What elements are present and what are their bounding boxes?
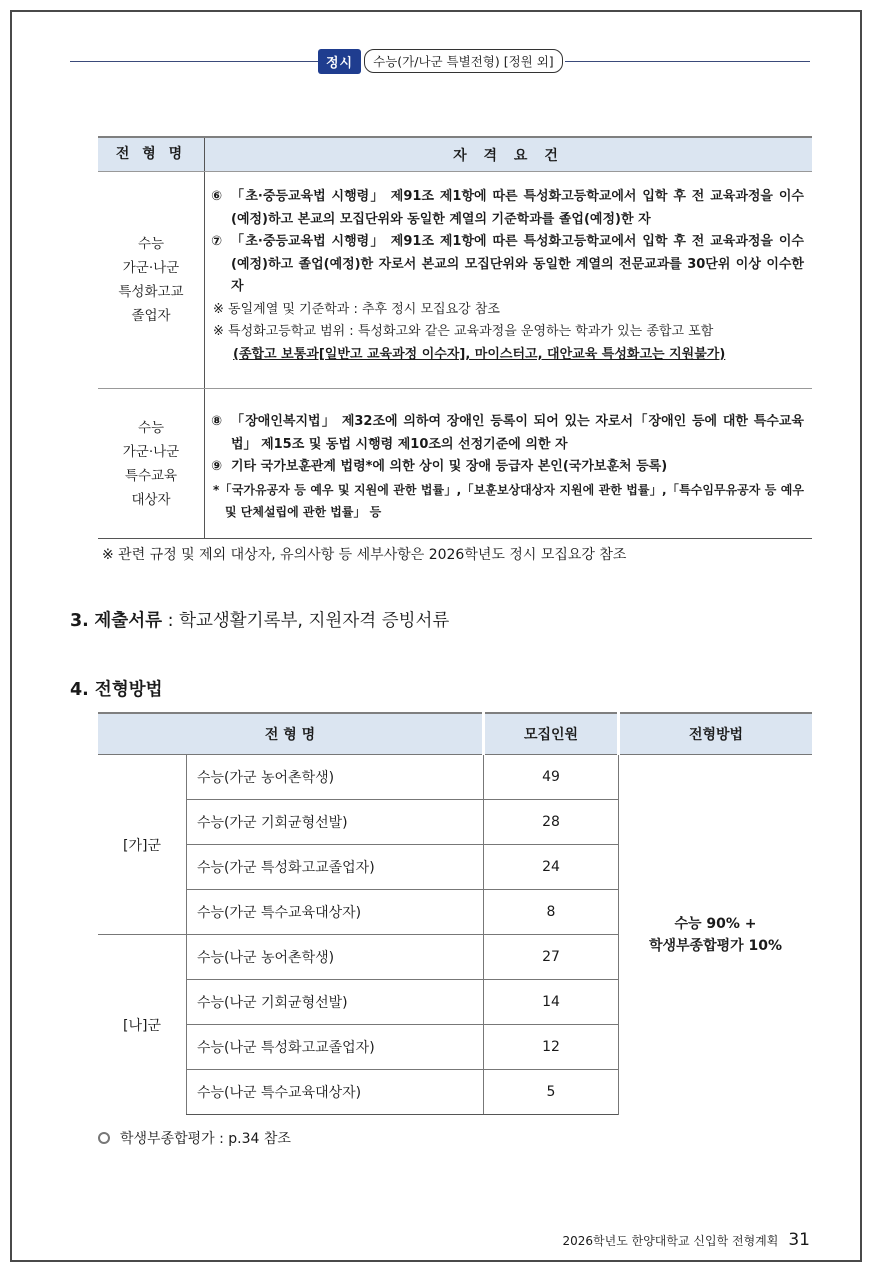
header-rule-right (565, 61, 810, 62)
requirement-item (211, 456, 804, 479)
name-line: 대상자 (131, 492, 171, 508)
name-line: 가군·나군 (122, 260, 180, 276)
name-line: 특성화고교 (118, 284, 184, 300)
quota: 8 (484, 890, 619, 935)
method-line: 학생부종합평가 10% (648, 937, 783, 954)
qual-row-name (98, 389, 205, 539)
note-line: ※ 특성화고등학교 범위 : 특성화고와 같은 교육과정을 운영하는 학과가 있는 종합고 포함 (213, 324, 714, 339)
footer-text: 2026학년도 한양대학교 신입학 전형계획 (562, 1234, 779, 1248)
qualification-table (98, 136, 812, 539)
item-number: ⑥ (211, 189, 223, 204)
quota: 12 (484, 1025, 619, 1070)
name-line: 특수교육 (124, 468, 178, 484)
item-number: ⑦ (211, 234, 223, 249)
section-number: 3. (70, 611, 89, 631)
qual-row-requirements (205, 389, 812, 539)
selection-method (619, 755, 813, 1115)
col-admission-name: 전 형 명 (98, 713, 484, 755)
admission-name: 수능(나군 특수교육대상자) (187, 1070, 484, 1115)
name-line: 가군·나군 (122, 444, 180, 460)
section-title: 제출서류 (94, 611, 163, 631)
group-label: [가]군 (98, 755, 187, 935)
method-table (98, 712, 812, 1115)
item-text: 기타 국가보훈관계 법령*에 의한 상이 및 장애 등급자 본인(국가보훈처 등록) (231, 459, 668, 474)
name-line: 졸업자 (131, 308, 171, 324)
quota: 14 (484, 980, 619, 1025)
bottom-note (98, 1128, 291, 1148)
admission-name: 수능(가군 농어촌학생) (187, 755, 484, 800)
requirement-item (211, 186, 804, 231)
quota: 27 (484, 935, 619, 980)
requirement-item (211, 231, 804, 299)
item-text: 「초·중등교육법 시행령」 제91조 제1항에 따른 특성화고등학교에서 입학 후 전 교육과정을 이수(예정)하고 본교의 모집단위와 동일한 계열의 기준학과를 졸업(예정)한 자 (231, 189, 804, 227)
admission-name: 수능(나군 기회균형선발) (187, 980, 484, 1025)
method-line: 수능 90% + (674, 915, 757, 932)
admission-name: 수능(나군 특성화고교졸업자) (187, 1025, 484, 1070)
section-4-heading (70, 676, 163, 701)
admission-name: 수능(가군 기회균형선발) (187, 800, 484, 845)
item-text: 「초·중등교육법 시행령」 제91조 제1항에 따른 특성화고등학교에서 입학 후 전 교육과정을 이수(예정)하고 졸업(예정)한 자로서 본교의 모집단위와 동일한 계열의 전문교과를 30단위 이상 이수한 자 (231, 234, 804, 294)
method-table-header (98, 713, 812, 755)
group-label: [나]군 (98, 935, 187, 1115)
admission-name: 수능(나군 농어촌학생) (187, 935, 484, 980)
bottom-note-text: 학생부종합평가 : p.34 참조 (120, 1131, 291, 1147)
quota: 49 (484, 755, 619, 800)
qualification-table-header (98, 138, 812, 171)
item-number: ⑧ (211, 414, 223, 429)
col-method: 전형방법 (619, 713, 813, 755)
admission-name: 수능(가군 특성화고교졸업자) (187, 845, 484, 890)
requirement-item (211, 411, 804, 456)
item-text: 「장애인복지법」 제32조에 의하여 장애인 등록이 되어 있는 자로서「장애인 등에 대한 특수교육법」 제15조 및 동법 시행령 제10조의 선정기준에 의한 자 (231, 414, 804, 452)
section-header-tag (318, 50, 563, 72)
section-text: 학교생활기록부, 지원자격 증빙서류 (179, 611, 450, 631)
section-separator: : (162, 611, 180, 631)
col-requirements: 자 격 요 건 (453, 147, 564, 164)
section-title: 전형방법 (94, 680, 163, 700)
reference-note: ※ 관련 규정 및 제외 대상자, 유의사항 등 세부사항은 2026학년도 정시 모집요강 참조 (102, 547, 627, 563)
quota: 24 (484, 845, 619, 890)
section-number: 4. (70, 680, 89, 700)
qual-row-vocational (98, 171, 812, 388)
admission-name: 수능(가군 특수교육대상자) (187, 890, 484, 935)
quota: 5 (484, 1070, 619, 1115)
qual-row-requirements (205, 172, 812, 388)
qualification-table-bottom-rule (98, 538, 812, 539)
note-line: ※ 동일계열 및 기준학과 : 추후 정시 모집요강 참조 (213, 301, 500, 317)
name-line: 수능 (137, 420, 165, 436)
qual-row-special-education (98, 388, 812, 539)
page-footer (562, 1230, 810, 1250)
col-quota: 모집인원 (484, 713, 619, 755)
name-line: 수능 (137, 236, 165, 252)
underlined-exclusion: (종합고 보통과[일반고 교육과정 이수자], 마이스터고, 대안교육 특성화고는 지원불가) (233, 346, 726, 362)
col-admission-name: 전 형 명 (98, 138, 205, 171)
quota: 28 (484, 800, 619, 845)
header-badge: 정시 (318, 49, 361, 74)
header-subtitle: 수능(가/나군 특별전형) [정원 외] (364, 49, 563, 73)
table-row (98, 755, 812, 800)
circle-bullet-icon (98, 1132, 110, 1144)
section-3-heading (70, 607, 449, 632)
footnote (211, 479, 804, 524)
qual-row-name (98, 172, 205, 388)
page-number: 31 (788, 1230, 810, 1250)
item-number: ⑨ (211, 459, 223, 474)
footnote-text: *「국가유공자 등 예우 및 지원에 관한 법률」,「보훈보상대상자 지원에 관한 법률」,「특수임무유공자 등 예우 및 단체설립에 관한 법률」 등 (213, 482, 804, 519)
header-rule-left (70, 61, 318, 62)
